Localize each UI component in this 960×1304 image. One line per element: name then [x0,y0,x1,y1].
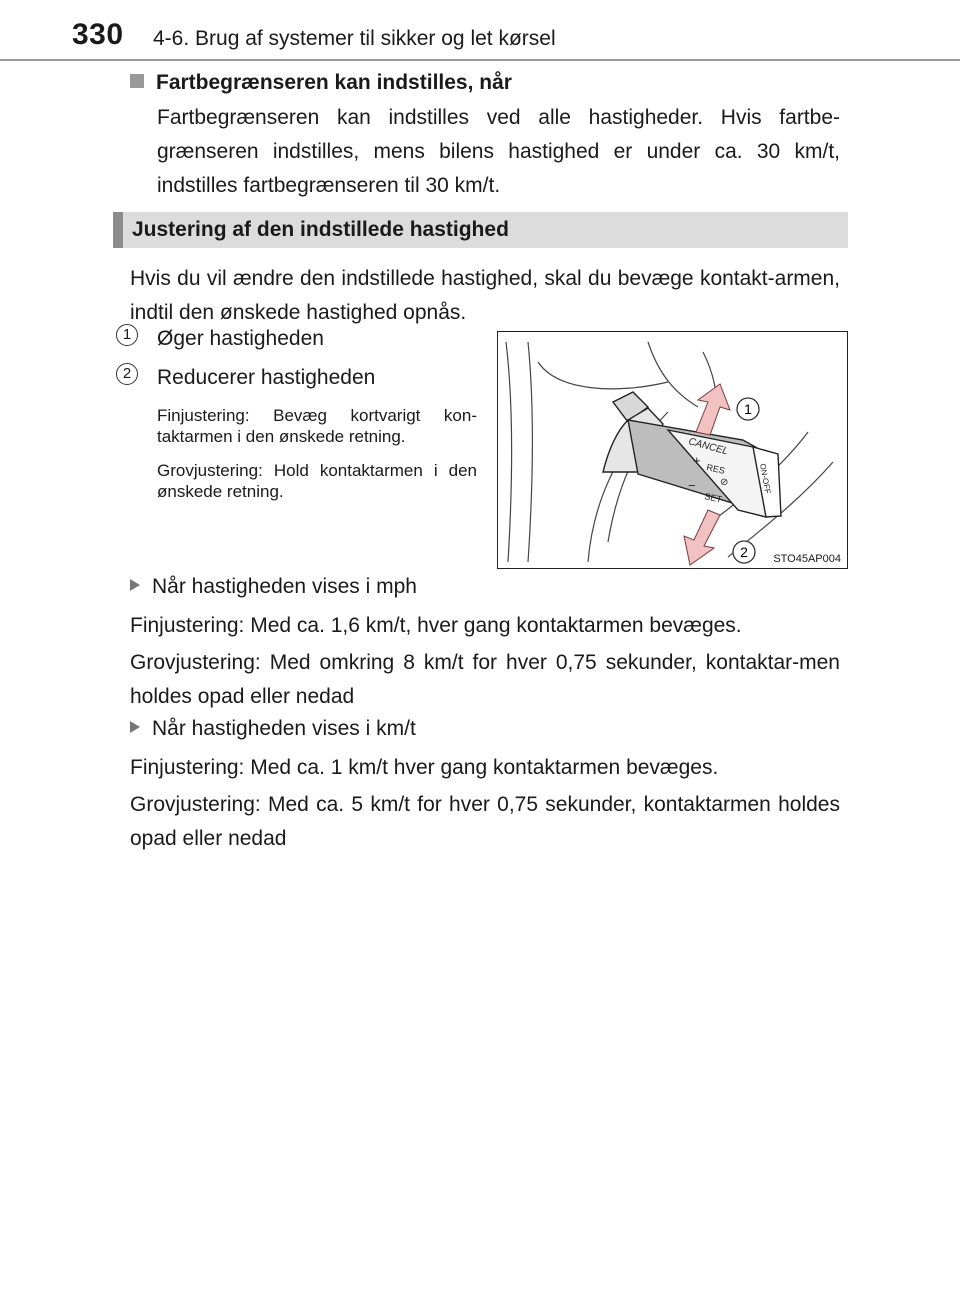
subsection-title: Justering af den indstillede hastighed [132,218,509,241]
fine-adjust-note: Finjustering: Bevæg kortvarigt kon-taktarmen i den ønskede retning. [157,406,477,446]
section-heading [130,71,512,95]
band-accent-bar [113,212,123,248]
lever-drawing [498,332,847,568]
kmh-coarse: Grovjustering: Med ca. 5 km/t for hver 0,75 sekunder, kontaktarmen holdes opad eller nedad [130,793,840,850]
section-title: Fartbegrænseren kan indstilles, når [156,71,512,94]
cancel-label: CANCEL [687,436,730,458]
lever-illustration [497,331,848,569]
plus-sign-icon: + [693,453,701,468]
onoff-label: ON-OFF [758,462,773,495]
increase-arrow [696,384,730,435]
coarse-adjust-note: Grovjustering: Hold kontaktarmen i den ønskede retning. [157,461,477,501]
item-text-2: Reducerer hastigheden [157,366,376,389]
kmh-fine: Finjustering: Med ca. 1 km/t hver gang kontaktarmen bevæges. [130,756,719,779]
mph-coarse: Grovjustering: Med omkring 8 km/t for hver 0,75 sekunder, kontaktar-men holdes opad eller nedad [130,651,840,708]
figure-code: STO45AP004 [773,553,841,565]
header-rule [0,59,960,61]
kmh-heading [130,717,416,741]
mph-heading [130,575,417,599]
callout-1 [737,398,759,420]
set-label: SET [703,491,723,505]
speedometer-icon: ⊘ [720,477,729,488]
callout-1-label: 1 [744,401,752,417]
mph-fine: Finjustering: Med ca. 1,6 km/t, hver gang kontaktarmen bevæges. [130,614,742,637]
decrease-arrow [684,510,720,565]
callout-2-label: 2 [740,544,748,560]
callout-2 [733,541,755,563]
section-body: Fartbegrænseren kan indstilles ved alle hastigheder. Hvis fartbe-grænseren indstilles, mens bilens hastighed er under ca. 30 km/t, indstilles fartbegrænseren til 30 km/t. [157,106,840,197]
minus-sign-icon: − [688,478,696,493]
square-bullet-icon [130,74,144,88]
mph-heading-text: Når hastigheden vises i mph [152,575,417,598]
page-number: 330 [72,18,124,51]
triangle-bullet-icon [130,721,140,733]
kmh-heading-text: Når hastigheden vises i km/t [152,717,416,740]
page-header [0,0,960,60]
subsection-intro: Hvis du vil ændre den indstillede hastighed, skal du bevæge kontakt-armen, indtil den ønskede hastighed opnås. [130,267,840,324]
res-label: RES [705,462,726,476]
item-number-1: 1 [116,324,138,346]
item-text-1: Øger hastigheden [157,327,324,350]
subsection-band [113,212,848,248]
chapter-title: 4-6. Brug af systemer til sikker og let kørsel [153,27,556,50]
triangle-bullet-icon [130,579,140,591]
item-number-2: 2 [116,363,138,385]
